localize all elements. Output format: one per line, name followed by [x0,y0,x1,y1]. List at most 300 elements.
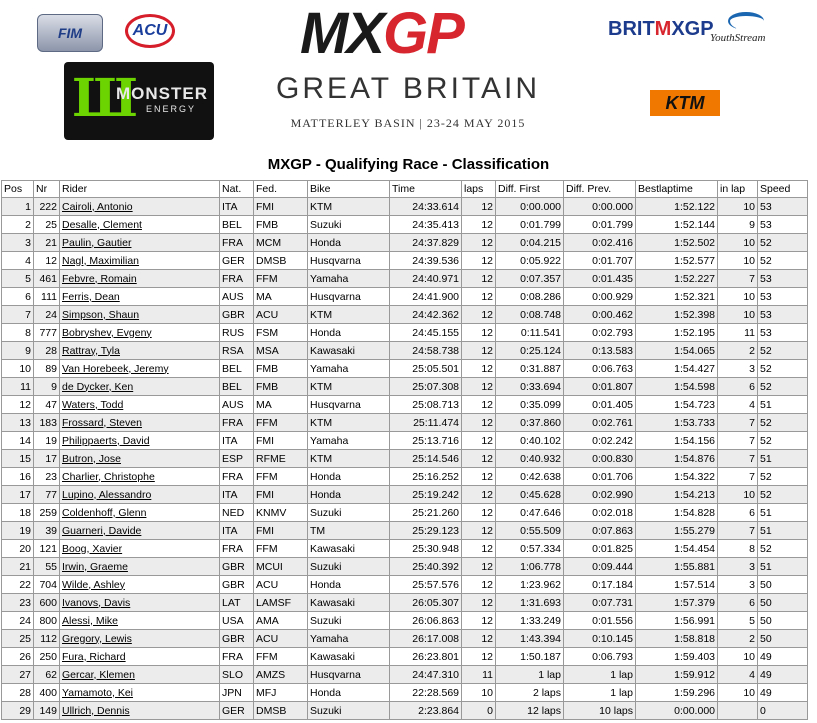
cell-rider[interactable]: Gercar, Klemen [60,666,220,684]
cell-pos: 17 [2,486,34,504]
cell-rider[interactable]: Butron, Jose [60,450,220,468]
cell-in-lap: 6 [718,594,758,612]
cell-nat: ITA [220,432,254,450]
cell-time: 25:40.392 [390,558,462,576]
table-row [2,432,808,450]
cell-laps: 12 [462,540,496,558]
cell-diff-first: 1:23.962 [496,576,564,594]
cell-time: 25:29.123 [390,522,462,540]
cell-laps: 12 [462,252,496,270]
cell-laps: 12 [462,630,496,648]
cell-speed: 52 [758,378,808,396]
cell-speed: 52 [758,414,808,432]
cell-nat: AUS [220,288,254,306]
cell-diff-prev: 0:00.462 [564,306,636,324]
cell-pos: 15 [2,450,34,468]
col-nr: Nr [34,181,60,198]
cell-speed: 50 [758,612,808,630]
cell-speed: 52 [758,486,808,504]
cell-nat: JPN [220,684,254,702]
cell-rider[interactable]: Coldenhoff, Glenn [60,504,220,522]
cell-fed: AMA [254,612,308,630]
cell-time: 25:05.501 [390,360,462,378]
cell-nat: FRA [220,540,254,558]
cell-bestlaptime: 1:52.502 [636,234,718,252]
cell-diff-first: 0:04.215 [496,234,564,252]
cell-laps: 12 [462,432,496,450]
cell-time: 24:41.900 [390,288,462,306]
cell-bike: Suzuki [308,558,390,576]
col-nat: Nat. [220,181,254,198]
cell-speed: 51 [758,396,808,414]
cell-bestlaptime: 1:54.598 [636,378,718,396]
cell-nr: 183 [34,414,60,432]
cell-diff-prev: 0:01.405 [564,396,636,414]
cell-bike: KTM [308,450,390,468]
cell-bestlaptime: 1:52.144 [636,216,718,234]
cell-nat: GER [220,252,254,270]
cell-bestlaptime: 1:54.213 [636,486,718,504]
cell-bike: Honda [308,324,390,342]
cell-diff-prev: 0:01.807 [564,378,636,396]
cell-bike: Suzuki [308,702,390,720]
cell-diff-first: 0:05.922 [496,252,564,270]
cell-rider[interactable]: Philippaerts, David [60,432,220,450]
cell-speed: 52 [758,360,808,378]
cell-nr: 28 [34,342,60,360]
table-row [2,594,808,612]
cell-time: 24:35.413 [390,216,462,234]
cell-pos: 4 [2,252,34,270]
cell-nr: 25 [34,216,60,234]
cell-fed: ACU [254,630,308,648]
cell-speed: 53 [758,288,808,306]
table-row [2,576,808,594]
cell-fed: FMB [254,360,308,378]
cell-speed: 52 [758,234,808,252]
cell-fed: ACU [254,306,308,324]
cell-bestlaptime: 1:54.454 [636,540,718,558]
cell-bike: Suzuki [308,504,390,522]
cell-nr: 17 [34,450,60,468]
cell-bestlaptime: 1:57.514 [636,576,718,594]
event-name: GREAT BRITAIN [275,72,541,105]
cell-laps: 12 [462,396,496,414]
cell-bestlaptime: 1:54.322 [636,468,718,486]
cell-fed: FMB [254,378,308,396]
cell-speed: 53 [758,216,808,234]
col-time: Time [390,181,462,198]
cell-diff-first: 1:06.778 [496,558,564,576]
cell-diff-first: 1:33.249 [496,612,564,630]
cell-nat: FRA [220,468,254,486]
table-row [2,558,808,576]
cell-nr: 400 [34,684,60,702]
cell-bike: TM [308,522,390,540]
cell-diff-prev: 0:00.000 [564,198,636,216]
cell-in-lap: 7 [718,270,758,288]
cell-in-lap: 7 [718,432,758,450]
cell-diff-first: 0:25.124 [496,342,564,360]
cell-fed: FFM [254,468,308,486]
cell-rider[interactable]: Guarneri, Davide [60,522,220,540]
cell-diff-first: 0:33.694 [496,378,564,396]
cell-fed: DMSB [254,702,308,720]
cell-rider[interactable]: Ullrich, Dennis [60,702,220,720]
col-diff-first: Diff. First [496,181,564,198]
cell-time: 25:16.252 [390,468,462,486]
cell-diff-first: 2 laps [496,684,564,702]
cell-nat: GBR [220,576,254,594]
classification-table [1,180,808,720]
table-row [2,342,808,360]
cell-bestlaptime: 1:56.991 [636,612,718,630]
col-bestlaptime: Bestlaptime [636,181,718,198]
cell-diff-first: 0:07.357 [496,270,564,288]
cell-speed: 50 [758,576,808,594]
cell-diff-prev: 0:02.793 [564,324,636,342]
table-row [2,504,808,522]
cell-in-lap: 6 [718,378,758,396]
cell-diff-prev: 0:02.018 [564,504,636,522]
cell-nat: BEL [220,378,254,396]
cell-diff-prev: 1 lap [564,684,636,702]
monster-claw-icon: Ш [72,68,138,129]
cell-rider[interactable]: Waters, Todd [60,396,220,414]
cell-rider[interactable]: Bobryshev, Evgeny [60,324,220,342]
cell-rider[interactable]: Ferris, Dean [60,288,220,306]
cell-diff-first: 0:42.638 [496,468,564,486]
cell-bestlaptime: 1:59.296 [636,684,718,702]
cell-rider[interactable]: Alessi, Mike [60,612,220,630]
cell-rider[interactable]: Cairoli, Antonio [60,198,220,216]
cell-in-lap: 7 [718,468,758,486]
cell-rider[interactable]: Van Horebeek, Jeremy [60,360,220,378]
cell-rider[interactable]: Rattray, Tyla [60,342,220,360]
cell-time: 22:28.569 [390,684,462,702]
table-row [2,450,808,468]
cell-rider[interactable]: Paulin, Gautier [60,234,220,252]
cell-diff-first: 0:40.932 [496,450,564,468]
cell-laps: 12 [462,558,496,576]
cell-diff-first: 0:00.000 [496,198,564,216]
cell-time: 25:30.948 [390,540,462,558]
col-pos: Pos [2,181,34,198]
cell-nat: GER [220,702,254,720]
cell-bike: KTM [308,414,390,432]
cell-pos: 28 [2,684,34,702]
cell-fed: RFME [254,450,308,468]
cell-laps: 12 [462,504,496,522]
cell-nat: FRA [220,414,254,432]
cell-bike: Honda [308,234,390,252]
cell-nr: 777 [34,324,60,342]
cell-in-lap: 10 [718,486,758,504]
cell-rider[interactable]: Simpson, Shaun [60,306,220,324]
col-in-lap: in lap [718,181,758,198]
cell-diff-prev: 0:01.556 [564,612,636,630]
cell-diff-prev: 1 lap [564,666,636,684]
cell-nr: 111 [34,288,60,306]
cell-nr: 24 [34,306,60,324]
cell-nr: 800 [34,612,60,630]
cell-bike: Kawasaki [308,342,390,360]
cell-bike: Husqvarna [308,396,390,414]
table-row [2,702,808,720]
cell-bestlaptime: 1:55.881 [636,558,718,576]
cell-speed: 49 [758,648,808,666]
fim-logo: FIM [37,14,103,52]
cell-rider[interactable]: Lupino, Alessandro [60,486,220,504]
cell-nat: ITA [220,198,254,216]
cell-nr: 259 [34,504,60,522]
cell-diff-prev: 0:01.706 [564,468,636,486]
cell-pos: 2 [2,216,34,234]
col-speed: Speed [758,181,808,198]
cell-time: 24:58.738 [390,342,462,360]
cell-diff-prev: 0:06.763 [564,360,636,378]
cell-speed: 52 [758,432,808,450]
cell-in-lap: 10 [718,306,758,324]
cell-nr: 39 [34,522,60,540]
cell-time: 25:14.546 [390,450,462,468]
cell-bestlaptime: 1:53.733 [636,414,718,432]
cell-bike: Honda [308,468,390,486]
cell-nr: 9 [34,378,60,396]
cell-fed: FMI [254,522,308,540]
cell-in-lap: 10 [718,252,758,270]
mxgp-logo [300,1,463,66]
cell-bestlaptime: 1:59.403 [636,648,718,666]
cell-fed: MCUI [254,558,308,576]
cell-time: 26:23.801 [390,648,462,666]
cell-laps: 12 [462,378,496,396]
cell-nr: 704 [34,576,60,594]
cell-pos: 5 [2,270,34,288]
cell-pos: 7 [2,306,34,324]
cell-laps: 12 [462,576,496,594]
youthstream-logo [710,12,782,52]
cell-pos: 8 [2,324,34,342]
cell-rider[interactable]: Ivanovs, Davis [60,594,220,612]
cell-fed: FFM [254,648,308,666]
cell-laps: 12 [462,522,496,540]
cell-fed: MSA [254,342,308,360]
cell-bestlaptime: 1:52.577 [636,252,718,270]
cell-diff-first: 1 lap [496,666,564,684]
cell-laps: 11 [462,666,496,684]
cell-nr: 47 [34,396,60,414]
cell-bestlaptime: 1:52.195 [636,324,718,342]
cell-nr: 19 [34,432,60,450]
cell-nat: USA [220,612,254,630]
cell-nat: BEL [220,360,254,378]
cell-diff-first: 0:01.799 [496,216,564,234]
cell-diff-prev: 0:00.830 [564,450,636,468]
cell-fed: MA [254,288,308,306]
youthstream-swoosh-icon [728,12,764,30]
table-row [2,414,808,432]
cell-bike: Yamaha [308,270,390,288]
event-header [0,0,817,150]
table-row [2,522,808,540]
cell-bestlaptime: 1:52.398 [636,306,718,324]
cell-nr: 149 [34,702,60,720]
cell-bike: Honda [308,684,390,702]
cell-pos: 25 [2,630,34,648]
cell-in-lap: 3 [718,558,758,576]
cell-speed: 49 [758,666,808,684]
cell-diff-prev: 0:10.145 [564,630,636,648]
cell-diff-prev: 0:07.863 [564,522,636,540]
cell-nr: 55 [34,558,60,576]
cell-fed: MA [254,396,308,414]
cell-time: 25:08.713 [390,396,462,414]
cell-bestlaptime: 1:54.427 [636,360,718,378]
cell-nr: 89 [34,360,60,378]
cell-time: 25:07.308 [390,378,462,396]
cell-in-lap: 10 [718,288,758,306]
cell-nat: NED [220,504,254,522]
cell-rider[interactable]: Nagl, Maximilian [60,252,220,270]
cell-time: 2:23.864 [390,702,462,720]
cell-pos: 19 [2,522,34,540]
cell-pos: 6 [2,288,34,306]
cell-diff-prev: 0:06.793 [564,648,636,666]
cell-nr: 77 [34,486,60,504]
cell-pos: 24 [2,612,34,630]
cell-time: 25:13.716 [390,432,462,450]
cell-rider[interactable]: Frossard, Steven [60,414,220,432]
cell-fed: FMB [254,216,308,234]
cell-bestlaptime: 1:55.279 [636,522,718,540]
table-row [2,324,808,342]
cell-in-lap: 10 [718,198,758,216]
cell-speed: 52 [758,342,808,360]
cell-bike: Honda [308,486,390,504]
cell-nat: FRA [220,234,254,252]
table-row [2,630,808,648]
event-venue-date: MATTERLEY BASIN | 23-24 MAY 2015 [290,116,526,130]
table-row [2,648,808,666]
cell-fed: FSM [254,324,308,342]
cell-bike: KTM [308,198,390,216]
cell-pos: 16 [2,468,34,486]
table-row [2,306,808,324]
cell-diff-first: 1:43.394 [496,630,564,648]
cell-nr: 222 [34,198,60,216]
cell-bestlaptime: 1:58.818 [636,630,718,648]
cell-in-lap: 3 [718,360,758,378]
cell-rider[interactable]: Boog, Xavier [60,540,220,558]
cell-diff-prev: 0:07.731 [564,594,636,612]
col-bike: Bike [308,181,390,198]
cell-bike: Husqvarna [308,288,390,306]
table-row [2,486,808,504]
cell-time: 24:39.536 [390,252,462,270]
cell-nat: FRA [220,270,254,288]
cell-laps: 12 [462,414,496,432]
table-row [2,234,808,252]
cell-rider[interactable]: de Dycker, Ken [60,378,220,396]
table-row [2,468,808,486]
cell-speed: 52 [758,252,808,270]
britmx-left: BRIT [608,18,655,40]
cell-time: 24:40.971 [390,270,462,288]
cell-time: 25:57.576 [390,576,462,594]
cell-in-lap: 8 [718,540,758,558]
cell-diff-first: 1:31.693 [496,594,564,612]
cell-rider[interactable]: Wilde, Ashley [60,576,220,594]
cell-fed: LAMSF [254,594,308,612]
col-rider: Rider [60,181,220,198]
ktm-logo: KTM [650,90,720,116]
acu-logo: ACU [125,14,175,48]
cell-nat: ITA [220,522,254,540]
cell-pos: 11 [2,378,34,396]
cell-diff-prev: 0:01.825 [564,540,636,558]
cell-nat: ITA [220,486,254,504]
cell-bike: Husqvarna [308,252,390,270]
cell-rider[interactable]: Fura, Richard [60,648,220,666]
monster-energy-logo [64,62,214,140]
cell-speed: 51 [758,558,808,576]
cell-bike: Kawasaki [308,594,390,612]
table-row [2,684,808,702]
cell-nat: GBR [220,306,254,324]
cell-nat: FRA [220,648,254,666]
cell-in-lap: 6 [718,504,758,522]
cell-speed: 51 [758,522,808,540]
cell-laps: 10 [462,684,496,702]
table-row [2,216,808,234]
cell-rider[interactable]: Febvre, Romain [60,270,220,288]
cell-bike: Yamaha [308,630,390,648]
cell-rider[interactable]: Irwin, Graeme [60,558,220,576]
cell-laps: 12 [462,594,496,612]
cell-in-lap: 4 [718,666,758,684]
cell-in-lap: 9 [718,216,758,234]
cell-fed: ACU [254,576,308,594]
cell-diff-prev: 0:02.416 [564,234,636,252]
cell-diff-first: 0:11.541 [496,324,564,342]
cell-rider[interactable]: Yamamoto, Kei [60,684,220,702]
cell-laps: 12 [462,324,496,342]
cell-speed: 0 [758,702,808,720]
cell-time: 26:06.863 [390,612,462,630]
cell-speed: 51 [758,504,808,522]
cell-fed: FFM [254,414,308,432]
monster-brand-text: MONSTER [116,84,208,103]
table-row [2,288,808,306]
cell-diff-first: 0:40.102 [496,432,564,450]
cell-bike: Yamaha [308,432,390,450]
cell-rider[interactable]: Desalle, Clement [60,216,220,234]
cell-in-lap: 10 [718,648,758,666]
cell-laps: 12 [462,468,496,486]
cell-pos: 29 [2,702,34,720]
cell-nr: 112 [34,630,60,648]
cell-fed: AMZS [254,666,308,684]
cell-pos: 23 [2,594,34,612]
cell-rider[interactable]: Gregory, Lewis [60,630,220,648]
cell-laps: 12 [462,288,496,306]
cell-rider[interactable]: Charlier, Christophe [60,468,220,486]
cell-in-lap: 2 [718,342,758,360]
cell-diff-prev: 0:17.184 [564,576,636,594]
cell-diff-prev: 0:00.929 [564,288,636,306]
cell-pos: 12 [2,396,34,414]
